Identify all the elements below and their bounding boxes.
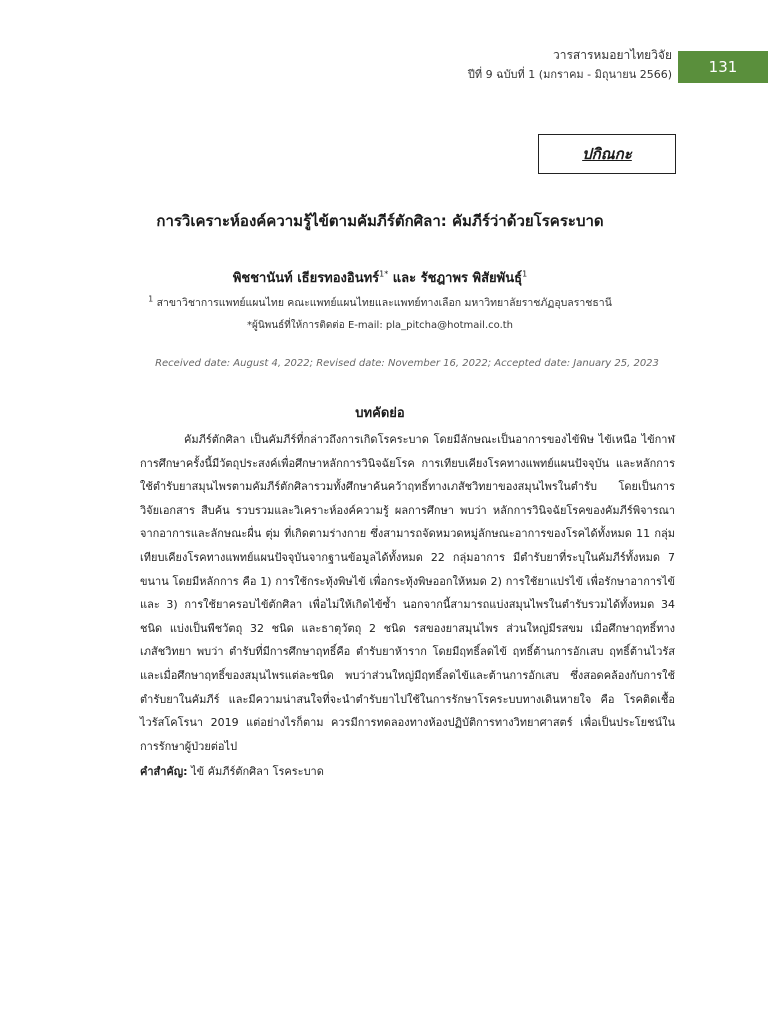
affiliation-mark: 1 (148, 294, 154, 304)
author-conjunction: และ (392, 271, 417, 286)
abstract-heading: บทคัดย่อ (355, 406, 405, 421)
journal-name: วารสารหมอยาไทยวิจัย (552, 48, 672, 62)
article-category-box (538, 134, 676, 174)
keywords-label: คำสำคัญ: (140, 765, 188, 778)
journal-header (468, 46, 672, 84)
abstract-body: คัมภีร์ตักศิลา เป็นคัมภีร์ที่กล่าวถึงการเกิดโรคระบาด โดยมีลักษณะเป็นอาการของไข้พิษ ไข้เหนือ ไข้กาฬ การศึกษาครั้งนี้มีวัตถุประสงค์เพื่อศึกษาหลักการวินิจฉัยโรค การเทียบเคียงโรคทางแพทย์แผนปัจจุบัน และหลักการใช้ตำรับยาสมุนไพรตามคัมภีร์ตักศิลารวมทั้งศึกษาค้นคว้าฤทธิ์ทางเภสัชวิทยาของสมุนไพรในตำรับ โดยเป็นการวิจัยเอกสาร สืบค้น รวบรวมและวิเคราะห์องค์ความรู้ ผลการศึกษา พบว่า หลักการวินิจฉัยโรคของคัมภีร์พิจารณาจากอาการและลักษณะผื่น ตุ่ม ที่เกิดตามร่างกาย ซึ่งสามารถจัดหมวดหมู่ลักษณะอาการของโรคได้ทั้งหมด 11 กลุ่ม เทียบเคียงโรคทางแพทย์แผนปัจจุบันจากฐานข้อมูลได้ทั้งหมด 22 กลุ่มอาการ มีตำรับยาที่ระบุในคัมภีร์ทั้งหมด 7 ขนาน โดยมีหลักการ คือ 1) การใช้กระทุ้งพิษไข้ เพื่อกระทุ้งพิษออกให้หมด 2) การใช้ยาแปรไข้ เพื่อรักษาอาการไข้ และ 3) การใช้ยาครอบไข้ตักศิลา เพื่อไม่ให้เกิดไข้ซ้ำ นอกจากนี้สามารถแบ่งสมุนไพรในตำรับรวมได้ทั้งหมด 34 ชนิด แบ่งเป็นพืชวัตถุ 32 ชนิด และธาตุวัตถุ 2 ชนิด รสของยาสมุนไพร ส่วนใหญ่มีรสขม เมื่อศึกษาฤทธิ์ทางเภสัชวิทยา พบว่า ตำรับที่มีการศึกษาฤทธิ์คือ ตำรับยาห้าราก โดยมีฤทธิ์ลดไข้ ฤทธิ์ต้านการอักเสบ ฤทธิ์ต้านไวรัส และเมื่อศึกษาฤทธิ์ของสมุนไพรแต่ละชนิด พบว่าส่วนใหญ่มีฤทธิ์ลดไข้และต้านการอักเสบ ซึ่งสอดคล้องกับการใช้ตำรับยาในคัมภีร์ และมีความน่าสนใจที่จะนำตำรับยาไปใช้ในการรักษาโรคระบบทางเดินหายใจ คือ โรคติดเชื้อไวรัสโคโรนา 2019 แต่อย่างไรก็ตาม ควรมีการทดลองทางห้องปฏิบัติการทางวิทยาศาสตร์ เพื่อเป็นประโยชน์ในการรักษาผู้ป่วยต่อไป (140, 433, 675, 753)
author-affiliation-mark: 1 (522, 269, 528, 279)
article-category: ปกิณกะ (582, 145, 632, 163)
page-number-badge: 131 (678, 51, 768, 83)
keywords-terms: ไข้ คัมภีร์ตักศิลา โรคระบาด (191, 765, 324, 778)
author-affiliation-mark: 1* (379, 269, 389, 279)
author-name: พิชชานันท์ เธียรทองอินทร์ (232, 271, 380, 286)
article-title: การวิเคราะห์องค์ความรู้ไข้ตามคัมภีร์ตักศิลา: คัมภีร์ว่าด้วยโรคระบาด (156, 212, 604, 230)
affiliation-text: สาขาวิชาการแพทย์แผนไทย คณะแพทย์แผนไทยและแพทย์ทางเลือก มหาวิทยาลัยราชภัฏอุบลราชธานี (156, 297, 612, 309)
affiliation (100, 294, 660, 311)
keywords (140, 762, 675, 780)
correspondence-email: *ผู้นิพนธ์ที่ให้การติดต่อ E-mail: pla_pitcha@hotmail.co.th (246, 320, 514, 331)
author-line (100, 267, 660, 288)
author-name: รัชฎาพร พิสัยพันธุ์ (420, 271, 523, 286)
issue-info: ปีที่ 9 ฉบับที่ 1 (มกราคม - มิถุนายน 2566) (467, 68, 672, 81)
submission-dates: Received date: August 4, 2022; Revised date: November 16, 2022; Accepted date: January 25, 2023 (155, 358, 659, 369)
